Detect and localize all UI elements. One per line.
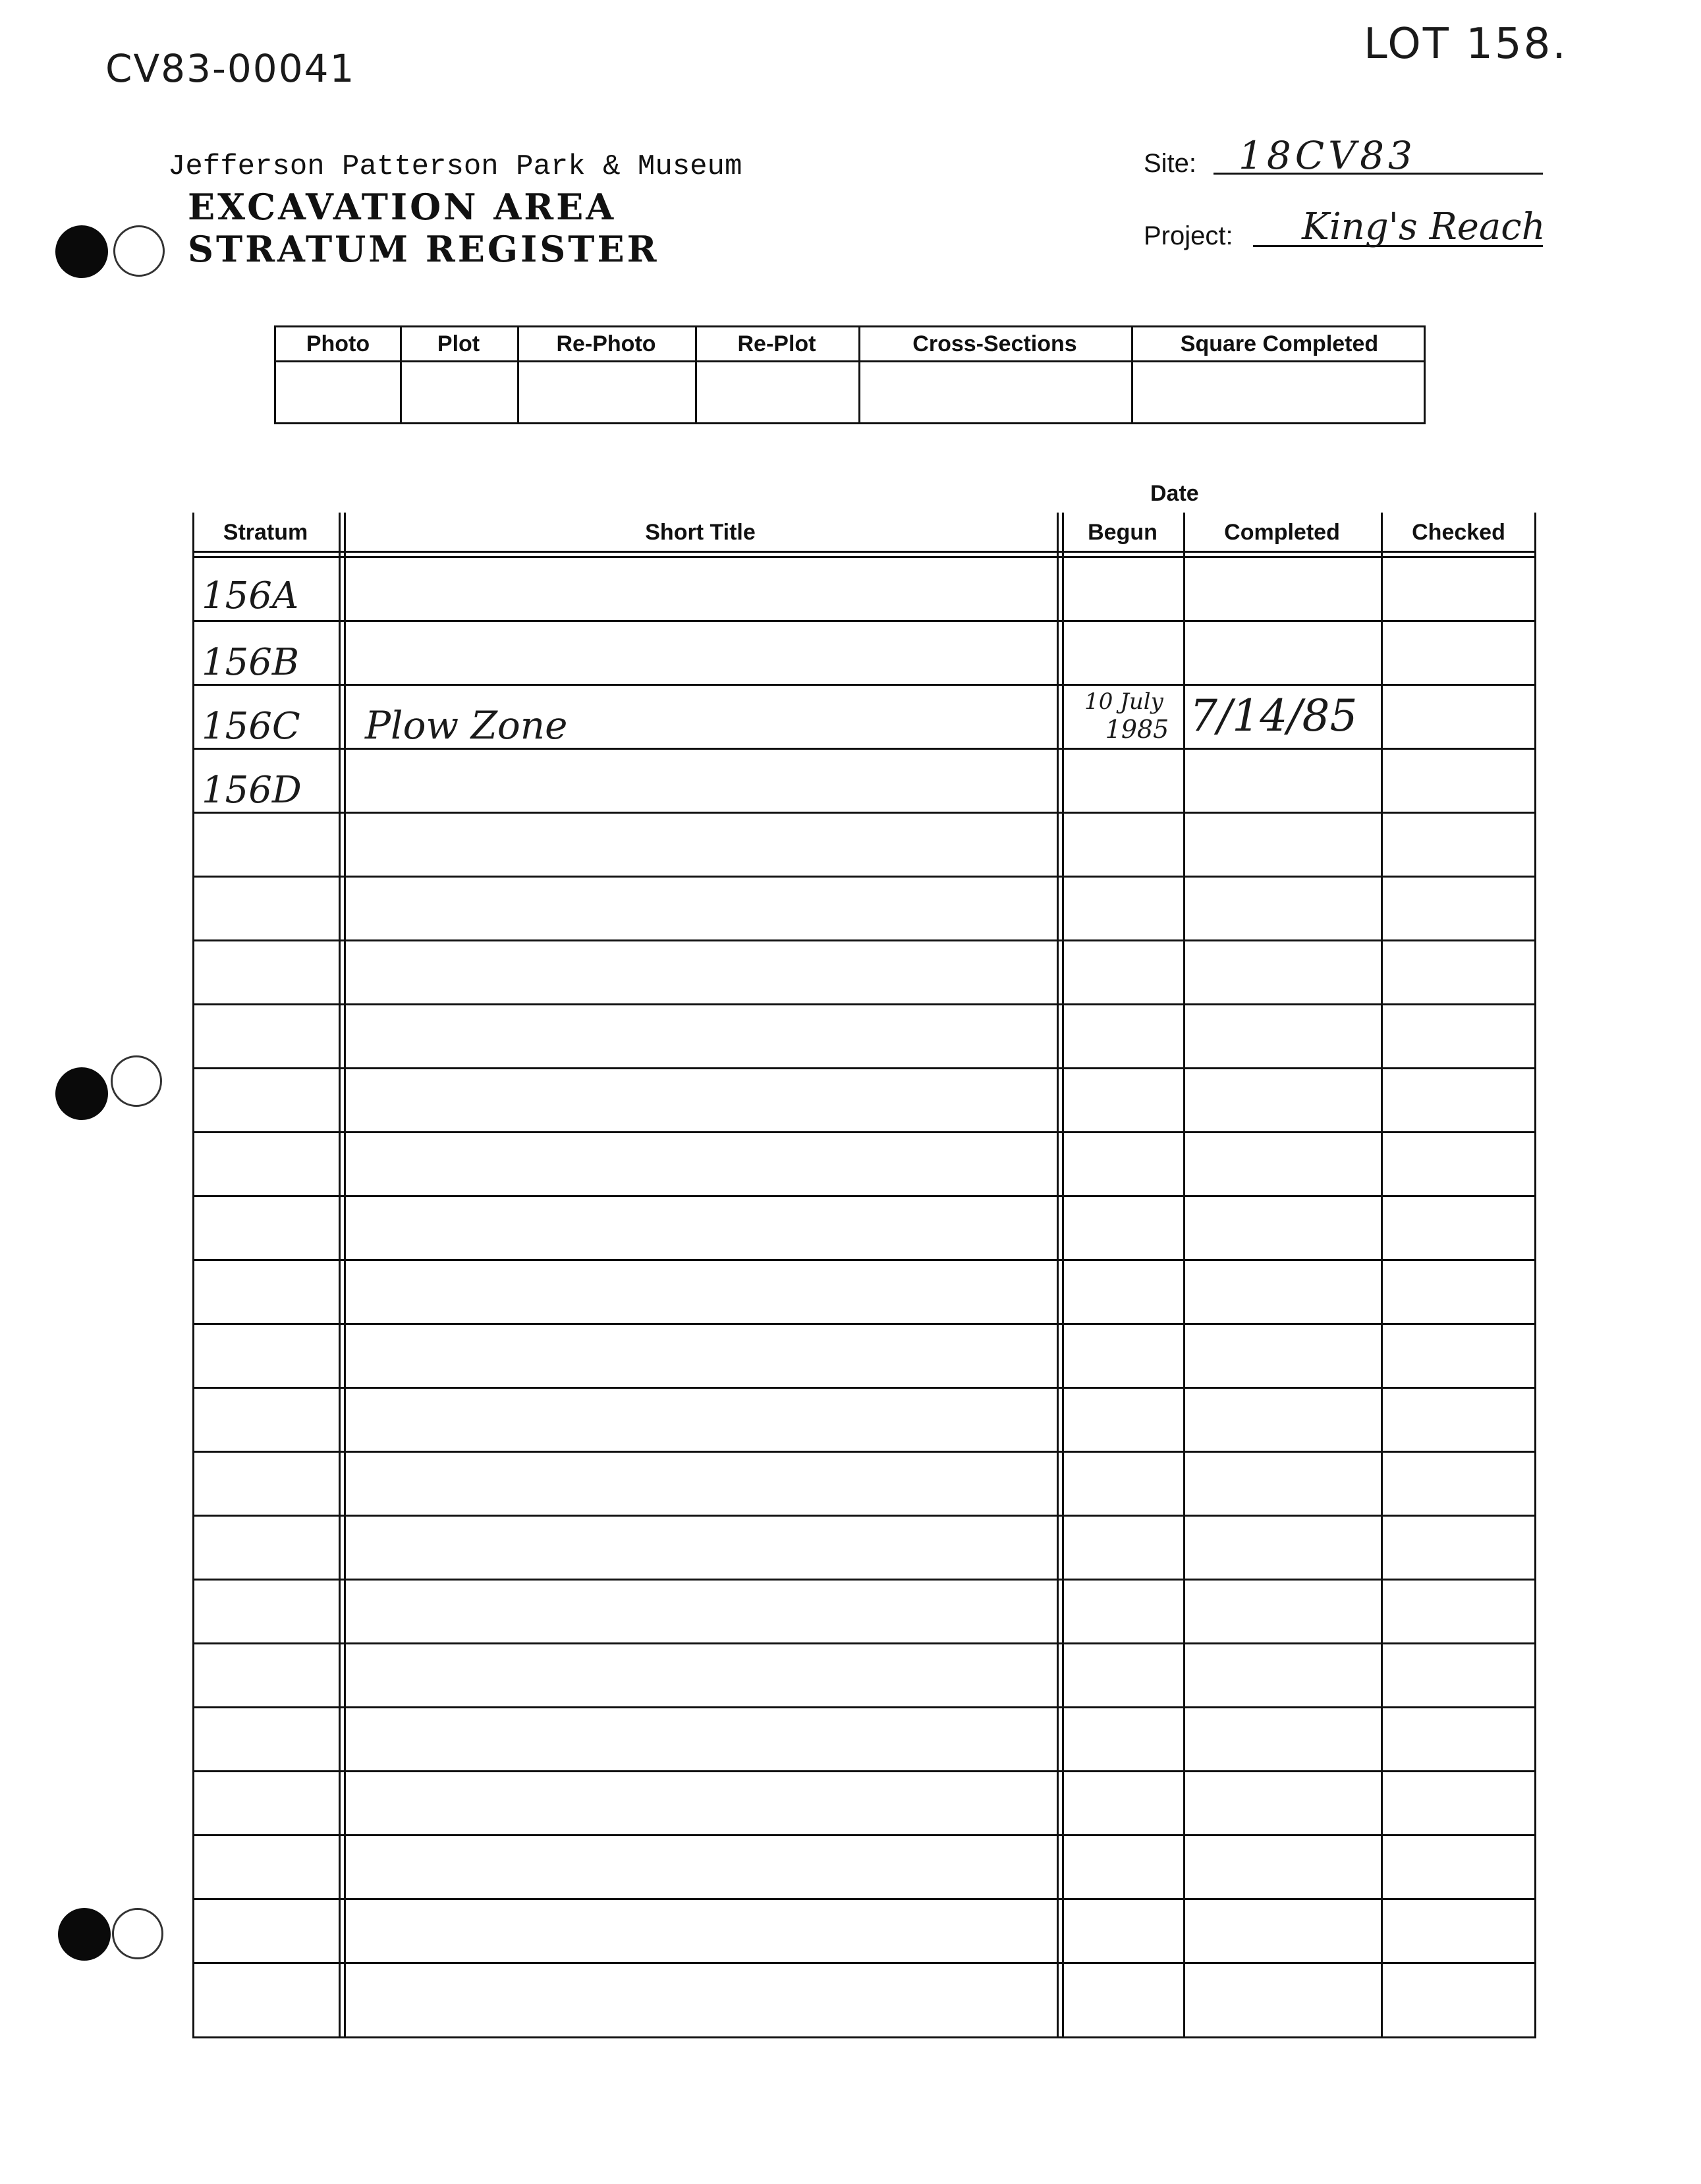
- checklist-cell-square-completed[interactable]: [1131, 362, 1428, 424]
- checklist-header-re-plot: Re-Plot: [737, 331, 816, 356]
- checklist-cell-re-plot[interactable]: [695, 362, 858, 424]
- site-value[interactable]: 18CV83: [1239, 133, 1416, 178]
- lot-number-handwritten: LOT 158.: [1364, 20, 1568, 69]
- begun-date-line1: 10 July: [1084, 688, 1163, 715]
- header-completed: Completed: [1224, 519, 1340, 545]
- completed-cell[interactable]: 7/14/85: [1190, 690, 1358, 741]
- project-label: Project:: [1144, 221, 1233, 250]
- header-stratum: Stratum: [223, 519, 308, 545]
- punch-hole-middle-ring: [111, 1055, 162, 1107]
- checklist-header-cross-sections: Cross-Sections: [912, 331, 1077, 356]
- begun-date-line2: 1985: [1105, 714, 1169, 744]
- checklist-cell-plot[interactable]: [400, 362, 517, 424]
- date-group-label: Date: [1150, 481, 1199, 506]
- document-id-handwritten: CV83-00041: [105, 46, 356, 91]
- checklist-header-photo: Photo: [306, 331, 370, 356]
- punch-hole-top-ring: [113, 225, 165, 277]
- site-label: Site:: [1144, 149, 1197, 178]
- punch-hole-bottom-filled: [58, 1908, 111, 1961]
- header-checked: Checked: [1412, 519, 1505, 545]
- organization-name: Jefferson Patterson Park & Museum: [168, 150, 742, 183]
- header-short-title: Short Title: [645, 519, 756, 545]
- punch-hole-top-filled: [55, 225, 108, 278]
- table-row[interactable]: [192, 748, 1536, 812]
- stratum-cell[interactable]: 156A: [202, 574, 299, 617]
- punch-hole-middle-filled: [55, 1067, 108, 1120]
- header-begun: Begun: [1088, 519, 1157, 545]
- stratum-cell[interactable]: 156B: [202, 641, 300, 684]
- stratum-cell[interactable]: 156C: [202, 705, 300, 748]
- short-title-cell[interactable]: Plow Zone: [365, 703, 568, 748]
- table-row[interactable]: [192, 620, 1536, 684]
- checklist-header-re-photo: Re-Photo: [556, 331, 656, 356]
- stratum-cell[interactable]: 156D: [202, 769, 302, 812]
- punch-hole-bottom-ring: [112, 1908, 163, 1959]
- project-value[interactable]: King's Reach: [1302, 206, 1546, 248]
- checklist-table: [274, 325, 1426, 424]
- checklist-cell-photo[interactable]: [276, 362, 400, 424]
- table-row[interactable]: [192, 556, 1536, 620]
- form-title-line2: STRATUM REGISTER: [188, 228, 659, 270]
- begun-cell[interactable]: [1066, 684, 1182, 748]
- checklist-header-square-completed: Square Completed: [1180, 331, 1379, 356]
- checklist-cell-re-photo[interactable]: [517, 362, 695, 424]
- table-row[interactable]: [192, 684, 1536, 748]
- form-title-line1: EXCAVATION AREA: [188, 186, 617, 228]
- checklist-cell-cross-sections[interactable]: [858, 362, 1131, 424]
- stratum-register-table: [192, 513, 1536, 2038]
- checklist-header-plot: Plot: [437, 331, 480, 356]
